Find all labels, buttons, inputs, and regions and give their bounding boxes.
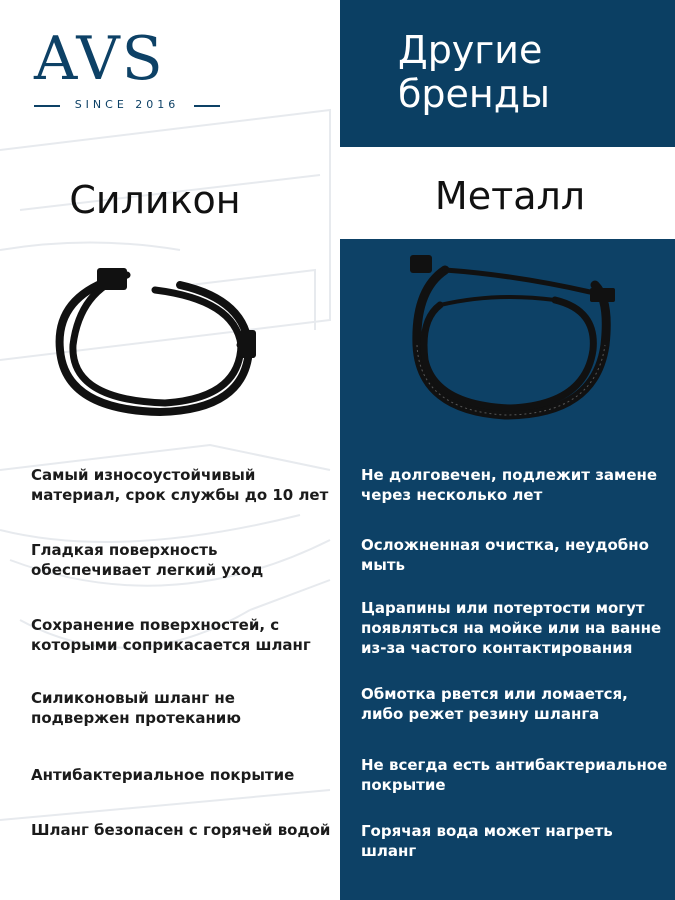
metal-feature-5: Не всегда есть антибактериальное покрытие	[361, 756, 668, 794]
silicone-feature-2: Гладкая поверхность обеспечивает легкий уход	[31, 541, 264, 579]
metal-feature-4: Обмотка рвется или ломается, либо режет резину шланга	[361, 685, 628, 723]
silicone-feature-3: Сохранение поверхностей, с которыми соприкасается шланг	[31, 616, 311, 654]
avs-logo	[34, 24, 220, 118]
metal-feature-2: Осложненная очистка, неудобно мыть	[361, 536, 649, 574]
logo-tagline: SINCE 2016	[34, 98, 220, 111]
metal-hose-image	[405, 250, 625, 430]
other-brands-line1: Другие	[398, 28, 543, 72]
other-brands-line2: бренды	[398, 72, 551, 116]
other-brands-title	[398, 28, 550, 116]
metal-feature-1: Не долговечен, подлежит замене через несколько лет	[361, 466, 658, 504]
logo-wordmark: AVS	[34, 24, 165, 94]
silicone-feature-1: Самый износоустойчивый материал, срок службы до 10 лет	[31, 466, 329, 504]
metal-title: Металл	[434, 174, 586, 218]
silicone-feature-4: Силиконовый шланг не подвержен протеканию	[31, 689, 241, 727]
metal-feature-6: Горячая вода может нагреть шланг	[361, 822, 613, 860]
silicone-title: Силикон	[69, 178, 241, 222]
silicone-feature-6: Шланг безопасен с горячей водой	[31, 821, 331, 839]
silicone-feature-5: Антибактериальное покрытие	[31, 766, 295, 784]
silicone-hose-image	[35, 240, 275, 430]
metal-feature-3: Царапины или потертости могут появляться на мойке или на ванне из-за частого контактирования	[361, 599, 662, 657]
